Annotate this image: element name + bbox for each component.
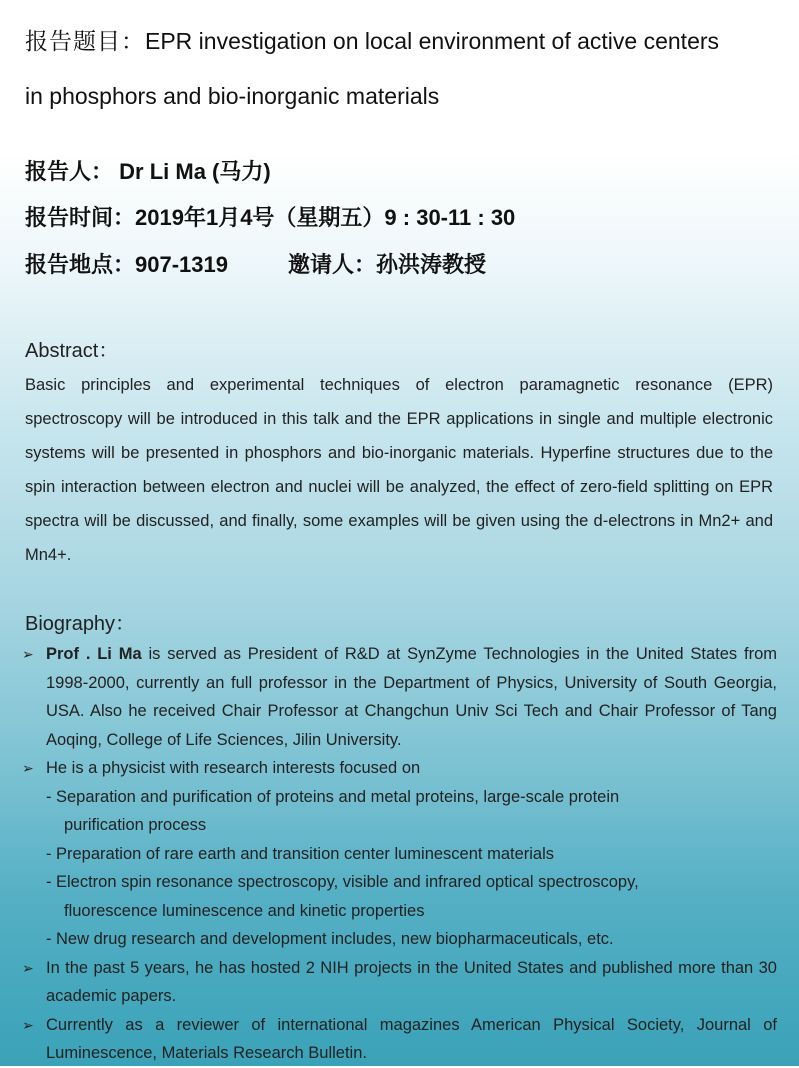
biography-item bbox=[22, 754, 777, 783]
arrow-bullet-icon: ➢ bbox=[22, 760, 34, 776]
inviter-value: 孙洪涛教授 bbox=[376, 252, 487, 277]
biography-name: Prof . Li Ma bbox=[46, 645, 142, 663]
speaker-row bbox=[25, 155, 271, 186]
arrow-bullet-icon: ➢ bbox=[22, 1016, 34, 1033]
research-interest-item: - Separation and purification of proteins and metal proteins, large-scale protein purification process bbox=[22, 783, 777, 840]
time-row bbox=[25, 201, 515, 232]
time-value: 2019年1月4号（星期五）9 : 30-11 : 30 bbox=[135, 205, 516, 230]
biography-item-text: Currently as a reviewer of international magazines American Physical Society, Journal of Luminescence, Materials Research Bulletin. bbox=[46, 1015, 777, 1062]
biography-item bbox=[22, 954, 777, 1011]
inviter-label: 邀请人： bbox=[288, 252, 377, 277]
research-interest-text: Preparation of rare earth and transition center luminescent materials bbox=[56, 844, 555, 863]
talk-title bbox=[25, 14, 785, 124]
speaker-value: Dr Li Ma (马力) bbox=[119, 159, 271, 184]
abstract-heading: Abstract： bbox=[25, 340, 119, 362]
arrow-bullet-icon: ➢ bbox=[22, 646, 34, 662]
biography-item bbox=[22, 640, 777, 754]
speaker-label: 报告人： bbox=[25, 159, 114, 184]
place-label: 报告地点： bbox=[25, 252, 136, 277]
research-interest-text: New drug research and development includes, new biopharmaceuticals, etc. bbox=[56, 930, 614, 948]
time-label: 报告时间： bbox=[25, 205, 136, 230]
research-interest-text: Electron spin resonance spectroscopy, visible and infrared optical spectroscopy, bbox=[56, 873, 639, 891]
biography-heading: Biography： bbox=[25, 613, 136, 635]
research-interest-item: - Electron spin resonance spectroscopy, visible and infrared optical spectroscopy, fluorescence luminescence and kinetic properties bbox=[22, 868, 777, 925]
research-interest-text: Separation and purification of proteins and metal proteins, large-scale protein bbox=[56, 787, 620, 806]
abstract-text: Basic principles and experimental techniques of electron paramagnetic resonance (EPR) spectroscopy will be introduced in this talk and the EPR applications in single and multiple electronic systems will be presented in phosphors and bio-inorganic materials. Hyperfine structures due to the spin interaction between electron and nuclei will be analyzed, the effect of zero-field splitting on EPR spectra will be discussed, and finally, some examples will be given using the d-electrons in Mn2+ and Mn4+. bbox=[25, 376, 773, 564]
place-value: 907-1319 bbox=[135, 252, 228, 277]
title-label: 报告题目： bbox=[25, 28, 145, 54]
research-interest-item: - New drug research and development includes, new biopharmaceuticals, etc. bbox=[46, 930, 614, 948]
title-text-line2: in phosphors and bio-inorganic materials bbox=[25, 83, 440, 109]
research-interest-text: purification process bbox=[64, 816, 207, 834]
biography-item-text: He is a physicist with research interests focused on bbox=[46, 759, 421, 777]
research-interest-item: - Preparation of rare earth and transition center luminescent materials bbox=[46, 844, 555, 863]
research-interest-text: fluorescence luminescence and kinetic properties bbox=[64, 901, 425, 920]
arrow-bullet-icon: ➢ bbox=[22, 959, 34, 976]
biography-item bbox=[22, 1011, 777, 1068]
biography-item-text: is served as President of R&D at SynZyme Technologies in the United States from 1998-2000, currently an full professor in the Department of Physics, University of South Georgia, USA. Also he received Chair Professor at Changchun Univ Sci Tech and Chair Professor of Tang Aoqing, College of Life Sciences, Jilin University. bbox=[46, 645, 777, 749]
biography-item-text: In the past 5 years, he has hosted 2 NIH projects in the United States and published more than 30 academic papers. bbox=[46, 958, 777, 1005]
biography-list bbox=[22, 640, 777, 1068]
title-text-line1: EPR investigation on local environment of active centers bbox=[145, 28, 720, 54]
place-row bbox=[25, 248, 486, 279]
